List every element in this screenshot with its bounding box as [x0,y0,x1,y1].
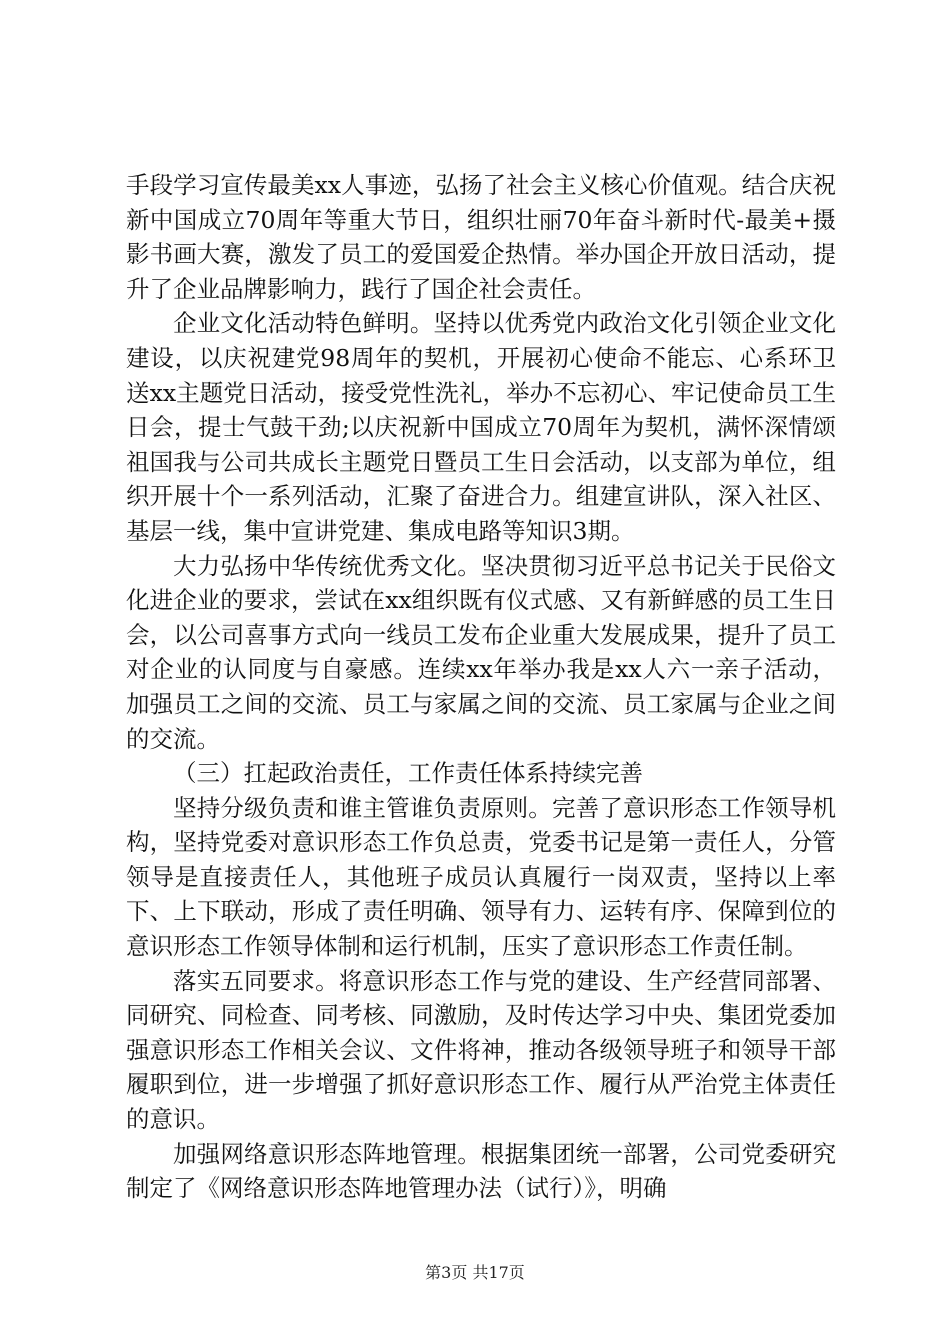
paragraph-4: 坚持分级负责和谁主管谁负责原则。完善了意识形态工作领导机构，坚持党委对意识形态工作负总责，党委书记是第一责任人，分管领导是直接责任人，其他班子成员认真履行一岗双责，坚持以上率下、上下联动，形成了责任明确、领导有力、运转有序、保障到位的意识形态工作领导体制和运行机制，压实了意识形态工作责任制。 [126,793,836,961]
section-heading: （三）扛起政治责任，工作责任体系持续完善 [173,759,643,788]
paragraph-5: 落实五同要求。将意识形态工作与党的建设、生产经营同部署、同研究、同检查、同考核、同激励，及时传达学习中央、集团党委加强意识形态工作相关会议、文件将神，推动各级领导班子和领导干部履职到位，进一步增强了抓好意识形态工作、履行从严治党主体责任的意识。 [126,966,836,1134]
paragraph-1: 手段学习宣传最美xx人事迹，弘扬了社会主义核心价值观。结合庆祝新中国成立70周年等重大节日，组织壮丽70年奋斗新时代-最美+摄影书画大赛，激发了员工的爱国爱企热情。举办国企开放日活动，提升了企业品牌影响力，践行了国企社会责任。 [126,171,836,303]
paragraph-2: 企业文化活动特色鲜明。坚持以优秀党内政治文化引领企业文化建设，以庆祝建党98周年的契机，开展初心使命不能忘、心系环卫送xx主题党日活动，接受党性洗礼，举办不忘初心、牢记使命员工生日会，提士气鼓干劲;以庆祝新中国成立70周年为契机，满怀深情颂祖国我与公司共成长主题党日暨员工生日会活动，以支部为单位，组织开展十个一系列活动，汇聚了奋进合力。组建宣讲队，深入社区、基层一线，集中宣讲党建、集成电路等知识3期。 [126,309,836,545]
document-body [126,168,836,1206]
page-number-footer: 第3页 共17页 [425,1263,525,1282]
paragraph-3: 大力弘扬中华传统优秀文化。坚决贯彻习近平总书记关于民俗文化进企业的要求，尝试在xx组织既有仪式感、又有新鲜感的员工生日会，以公司喜事方式向一线员工发布企业重大发展成果，提升了员工对企业的认同度与自豪感。连续xx年举办我是xx人六一亲子活动，加强员工之间的交流、员工与家属之间的交流、员工家属与企业之间的交流。 [126,551,836,753]
paragraph-6: 加强网络意识形态阵地管理。根据集团统一部署，公司党委研究制定了《网络意识形态阵地管理办法（试行）》，明确 [126,1139,836,1203]
